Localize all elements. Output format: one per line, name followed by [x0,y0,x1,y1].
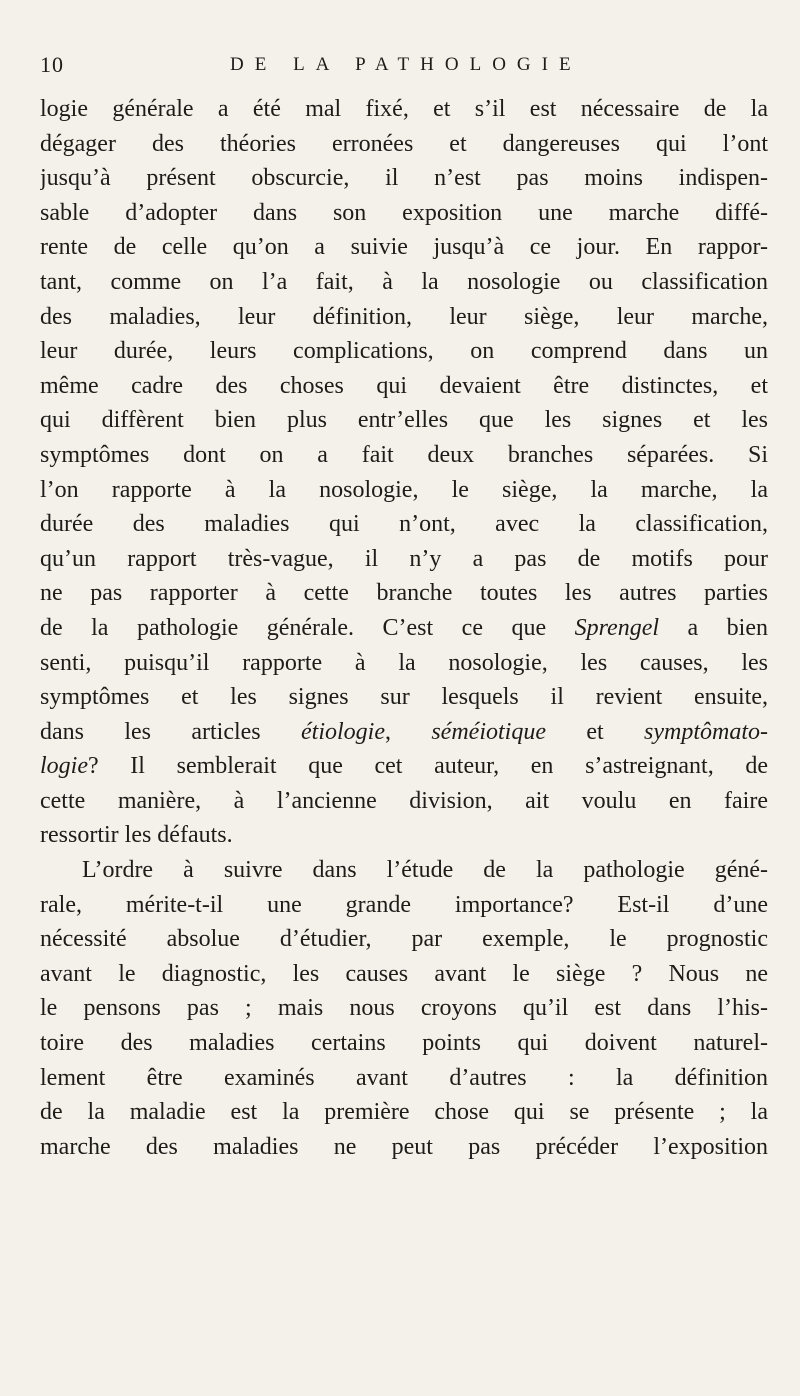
text-line: ne pas rapporter à cette branche toutes les autres parties [40,580,768,607]
text-line: nécessité absolue d’étudier, par exemple, le prognostic [40,926,768,953]
line-text: et [545,718,645,745]
text-line: qui diffèrent bien plus entr’elles que les signes et les [40,407,768,434]
text-line: cette manière, à l’ancienne division, ait voulu en faire [40,787,768,814]
text-line: des maladies, leur définition, leur siège, leur marche, [40,303,768,330]
text-line: leur durée, leurs complications, on comprend dans un [40,338,768,365]
text-line: dégager des théories erronées et dangereuses qui l’ont [40,130,768,157]
line-text: a bien [659,614,768,641]
text-line: sable d’adopter dans son exposition une marche diffé- [40,199,768,226]
text-line: même cadre des choses qui devaient être distinctes, et [40,372,768,399]
text-line-with-italic [40,715,768,750]
line-text: dans les articles [40,718,301,745]
text-line: le pensons pas ; mais nous croyons qu’il est dans l’his- [40,995,768,1022]
text-line: rente de celle qu’on a suivie jusqu’à ce jour. En rappor- [40,234,768,261]
running-head: DE LA PATHOLOGIE [230,54,582,75]
text-line: senti, puisqu’il rapporte à la nosologie, les causes, les [40,649,768,676]
text-line: rale, mérite-t-il une grande importance? Est-il d’une [40,891,768,918]
text-line: symptômes dont on a fait deux branches séparées. Si [40,441,768,468]
italic-term: symptômato- [644,718,768,745]
text-line: marche des maladies ne peut pas précéder l’exposition [40,1133,768,1160]
text-line: jusqu’à présent obscurcie, il n’est pas moins indispen- [40,165,768,192]
italic-term: étiologie [301,718,385,745]
page-header [40,52,760,82]
text-line: logie générale a été mal fixé, et s’il est nécessaire de la [40,96,768,122]
line-text: de la pathologie générale. C’est ce que [40,614,575,641]
line-text: , [384,718,432,745]
text-line-with-italic [40,749,768,784]
page-number: 10 [40,52,64,77]
text-line: l’on rapporte à la nosologie, le siège, la marche, la [40,476,768,503]
text-line: lement être examinés avant d’autres : la définition [40,1064,768,1091]
text-line: avant le diagnostic, les causes avant le siège ? Nous ne [40,960,768,987]
text-line: durée des maladies qui n’ont, avec la classification, [40,511,768,538]
line-text: ? Il semblerait que cet auteur, en s’astreignant, de [88,753,768,780]
text-line: toire des maladies certains points qui doivent naturel- [40,1030,768,1057]
italic-term: séméiotique [431,718,546,745]
italic-term: logie [40,753,88,780]
text-line: qu’un rapport très-vague, il n’y a pas de motifs pour [40,545,768,572]
paragraph-start-line: L’ordre à suivre dans l’étude de la pathologie géné- [82,857,768,884]
text-line: symptômes et les signes sur lesquels il revient ensuite, [40,684,768,711]
text-line: tant, comme on l’a fait, à la nosologie ou classification [40,268,768,295]
text-line: de la maladie est la première chose qui se présente ; la [40,1099,768,1126]
paragraph-end-line: ressortir les défauts. [40,822,233,849]
body-text [40,92,768,1164]
text-line-with-italic [40,611,768,646]
italic-name-sprengel: Sprengel [574,614,660,641]
